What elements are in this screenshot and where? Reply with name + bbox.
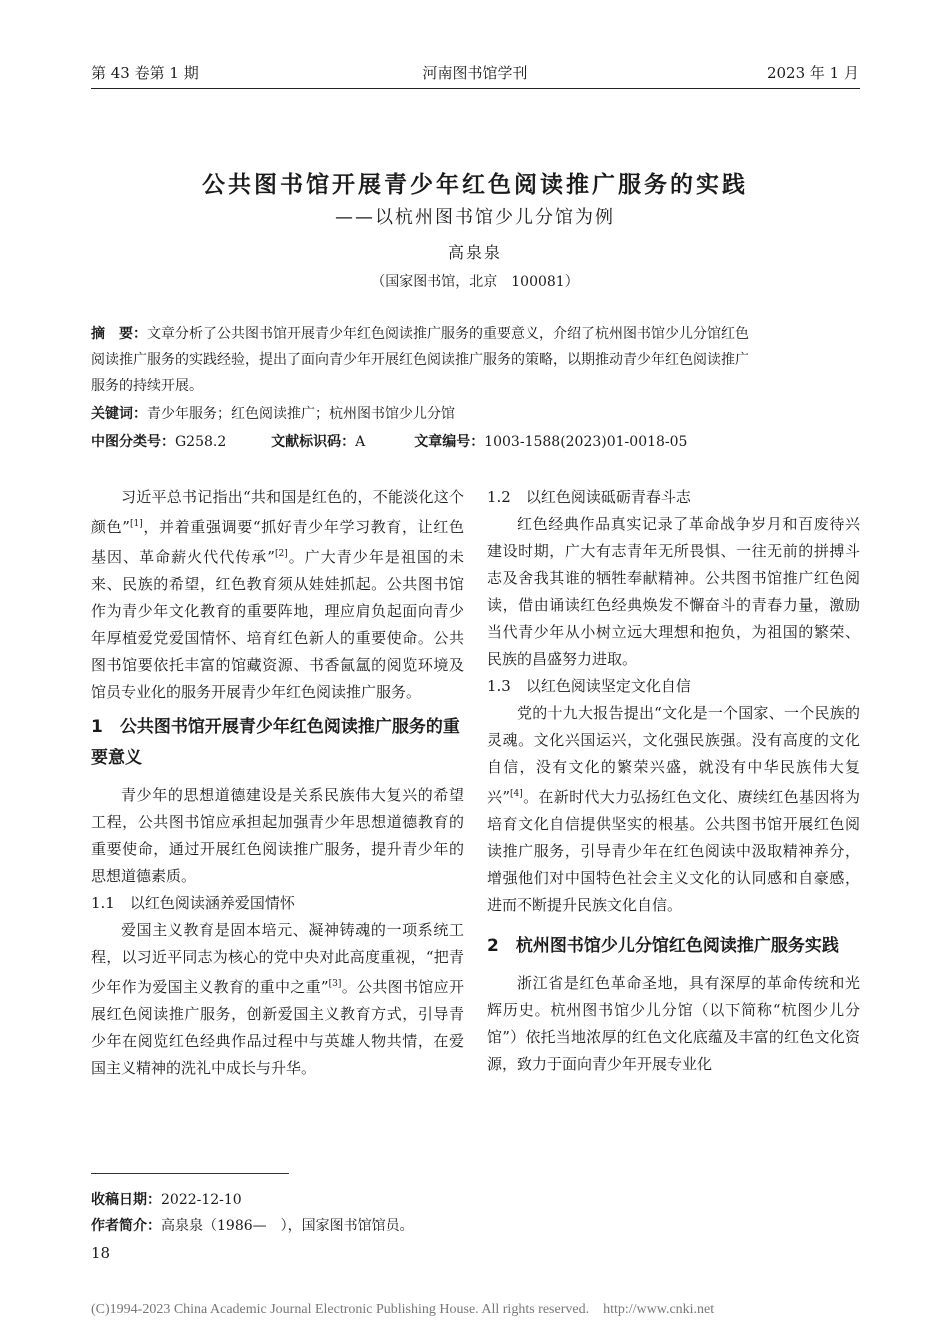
subsection-heading-1-3: 1.3 以红色阅读坚定文化自信	[487, 677, 691, 695]
classification-line	[91, 429, 861, 455]
doc-code-label: 文献标识码：	[271, 434, 356, 450]
received-date: 收稿日期：2022-12-10	[91, 1192, 242, 1208]
running-header-issue: 第 43 卷第 1 期	[91, 64, 199, 82]
doc-code-value: A	[355, 434, 366, 450]
body-paragraph: 青少年的思想道德建设是关系民族伟大复兴的希望工程，公共图书馆应承担起加强青少年思想道德教育的重要使命，通过开展红色阅读推广服务，提升青少年的思想道德素质。	[91, 786, 464, 885]
article-number-value: 1003-1588(2023)01-0018-05	[484, 434, 688, 450]
intro-paragraph: 习近平总书记指出“共和国是红色的，不能淡化这个颜色”[1]，并着重强调要“抓好青少年学习教育，让红色基因、革命薪火代代传承”[2]。广大青少年是祖国的未来、民族的希望，红色教育须从娃娃抓起。公共图书馆作为青少年文化教育的重要阵地，理应肩负起面向青少年厚植爱党爱国情怀、培育红色新人的重要使命。公共图书馆要依托丰富的馆藏资源、书香氤氲的阅览环境及馆员专业化的服务开展青少年红色阅读推广服务。	[91, 488, 464, 701]
citation-ref: [1]	[129, 519, 143, 529]
citation-ref: [3]	[328, 979, 342, 989]
citation-ref: [4]	[510, 789, 523, 799]
author-name: 高泉泉	[447, 243, 502, 262]
article-number-label: 文章编号：	[414, 434, 485, 450]
abstract-text-1: 文章分析了公共图书馆开展青少年红色阅读推广服务的重要意义，介绍了杭州图书馆少儿分馆红色	[147, 326, 749, 342]
abstract-line-3: 服务的持续开展。	[91, 378, 203, 394]
clc-value: G258.2	[175, 434, 227, 450]
body-paragraph: 红色经典作品真实记录了革命战争岁月和百废待兴建设时期，广大有志青年无所畏惧、一往无前的拼搏斗志及舍我其谁的牺牲奉献精神。公共图书馆推广红色阅读，借由诵读红色经典焕发不懈奋斗的青春力量，激励当代青少年从小树立远大理想和抱负，为祖国的繁荣、民族的昌盛努力进取。	[487, 515, 860, 668]
abstract-line-1	[91, 321, 861, 347]
article-title: 公共图书馆开展青少年红色阅读推广服务的实践	[202, 172, 748, 198]
keywords-label: 关键词：	[91, 406, 147, 422]
author-bio: 作者简介：高泉泉（1986— ），国家图书馆馆员。	[91, 1218, 414, 1234]
subsection-heading-1-2: 1.2 以红色阅读砥砺青春斗志	[487, 488, 691, 506]
keywords-line	[91, 401, 861, 427]
body-paragraph: 党的十九大报告提出“文化是一个国家、一个民族的灵魂。文化兴国运兴，文化强民族强。没有高度的文化自信，没有文化的繁荣兴盛，就没有中华民族伟大复兴”[4]。在新时代大力弘扬红色文化、赓续红色基因将为培育文化自信提供坚实的根基。公共图书馆开展红色阅读推广服务，引导青少年在红色阅读中汲取精神养分，增强他们对中国特色社会主义文化的认同感和自豪感，进而不断提升民族文化自信。	[487, 704, 860, 914]
author-affiliation: （国家图书馆，北京 100081）	[371, 274, 579, 290]
section-heading-2: 2 杭州图书馆少儿分馆红色阅读推广服务实践	[487, 936, 839, 956]
running-header-date: 2023 年 1 月	[766, 64, 859, 82]
page-number: 18	[91, 1244, 111, 1262]
left-column	[91, 484, 464, 1082]
body-paragraph: 爱国主义教育是固本培元、凝神铸魂的一项系统工程，以习近平同志为核心的党中央对此高度重视，“把青少年作为爱国主义教育的重中之重”[3]。公共图书馆应开展红色阅读推广服务，创新爱国主义教育方式，引导青少年在阅览红色经典作品过程中与英雄人物共情，在爱国主义精神的洗礼中成长与升华。	[91, 921, 464, 1077]
abstract-line-2: 阅读推广服务的实践经验，提出了面向青少年开展红色阅读推广服务的策略，以期推动青少年红色阅读推广	[91, 352, 749, 368]
body-paragraph: 浙江省是红色革命圣地，具有深厚的革命传统和光辉历史。杭州图书馆少儿分馆（以下简称“杭图少儿分馆”）依托当地浓厚的红色文化底蕴及丰富的红色文化资源，致力于面向青少年开展专业化	[487, 974, 860, 1073]
copyright-notice: (C)1994-2023 China Academic Journal Electronic Publishing House. All rights reserved. http://www.cnki.net	[91, 1302, 715, 1317]
keywords-text: 青少年服务；红色阅读推广；杭州图书馆少儿分馆	[147, 406, 455, 422]
citation-ref: [2]	[274, 549, 288, 559]
abstract-label: 摘 要：	[91, 326, 147, 342]
subsection-heading-1-1: 1.1 以红色阅读涵养爱国情怀	[91, 894, 295, 912]
footnote-rule	[91, 1173, 289, 1174]
running-header-journal: 河南图书馆学刊	[422, 64, 528, 82]
clc-label: 中图分类号：	[91, 434, 175, 450]
right-column	[487, 484, 860, 1078]
header-rule	[91, 88, 860, 89]
article-subtitle: ——以杭州图书馆少儿分馆为例	[335, 207, 615, 228]
section-heading-1: 1 公共图书馆开展青少年红色阅读推广服务的重要意义	[91, 717, 460, 768]
